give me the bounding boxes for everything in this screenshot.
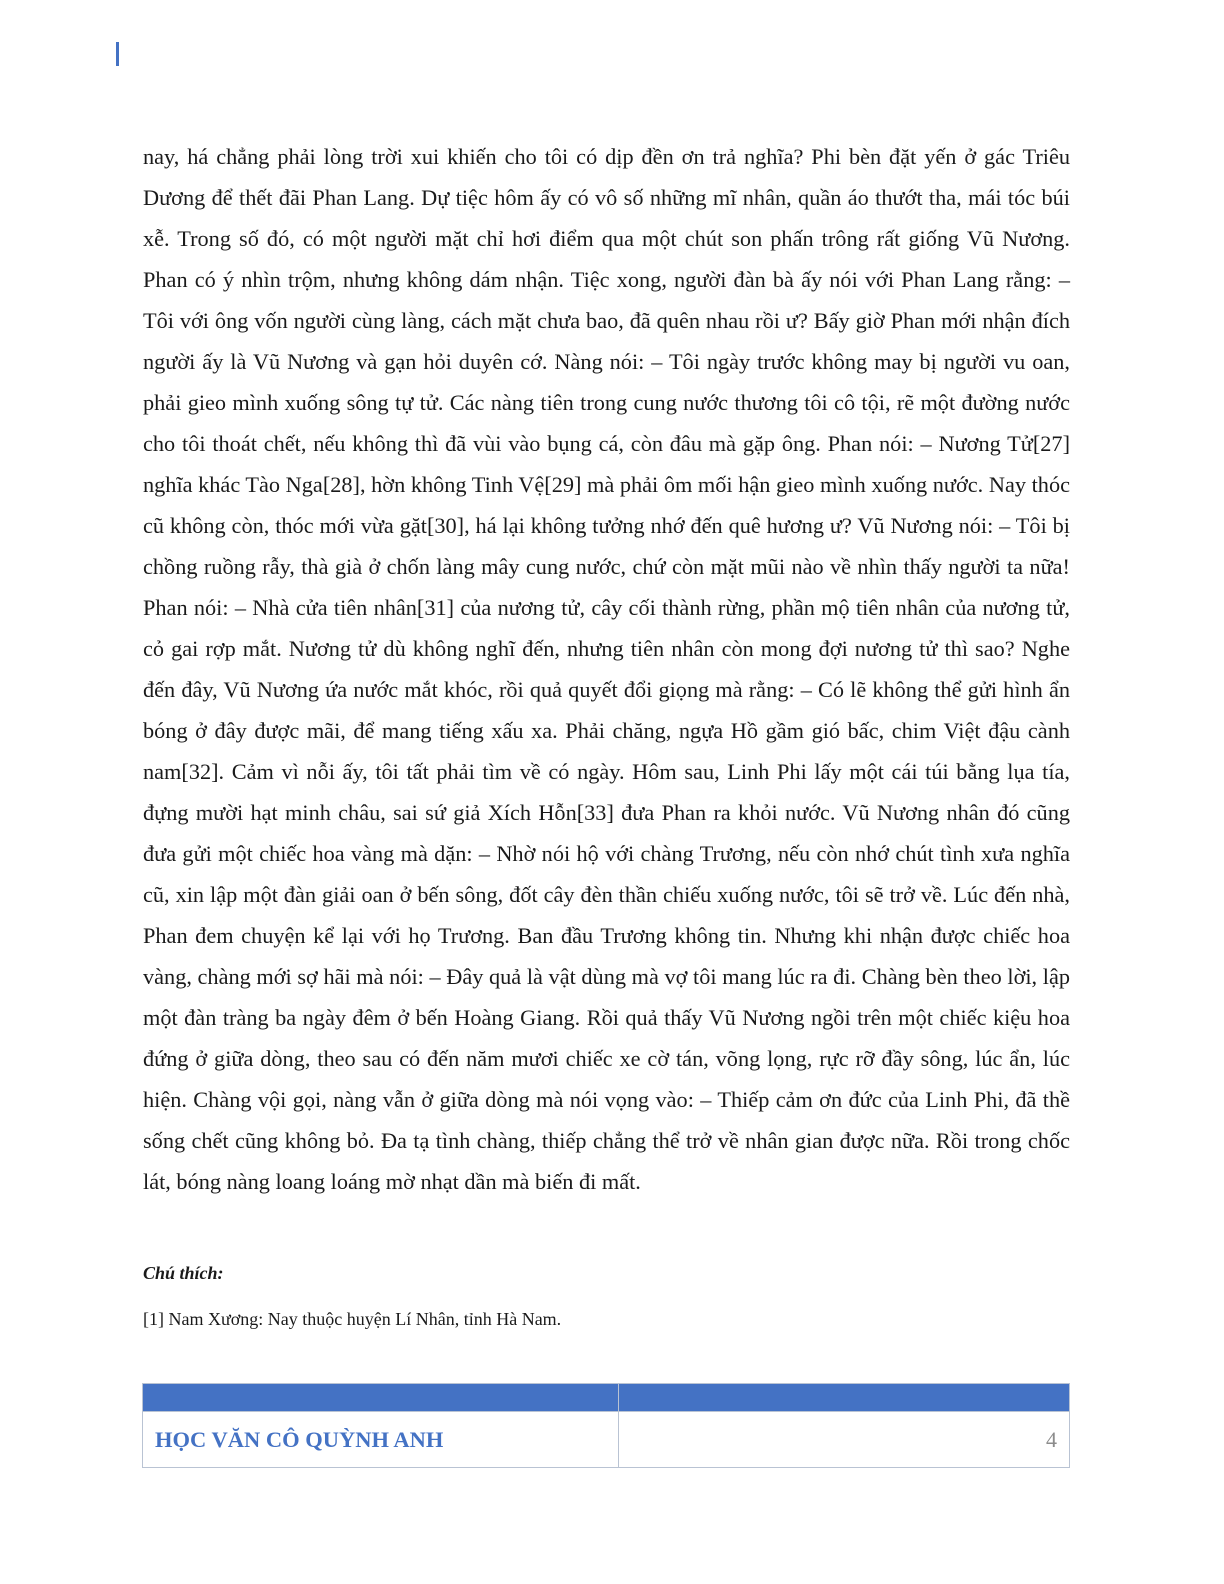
story-paragraph: nay, há chẳng phải lòng trời xui khiến cho tôi có dịp đền ơn trả nghĩa? Phi bèn đặt yến ở gác Triêu Dương để thết đãi Phan Lang. Dự tiệc hôm ấy có vô số những mĩ nhân, quần áo thướt tha, mái tóc búi xễ. Trong số đó, có một người mặt chỉ hơi điểm qua một chút son phấn trông rất giống Vũ Nương. Phan có ý nhìn trộm, nhưng không dám nhận. Tiệc xong, người đàn bà ấy nói với Phan Lang rằng: – Tôi với ông vốn người cùng làng, cách mặt chưa bao, đã quên nhau rồi ư? Bấy giờ Phan mới nhận đích người ấy là Vũ Nương và gạn hỏi duyên cớ. Nàng nói: – Tôi ngày trước không may bị người vu oan, phải gieo mình xuống sông tự tử. Các nàng tiên trong cung nước thương tôi cô tội, rẽ một đường nước cho tôi thoát chết, nếu không thì đã vùi vào bụng cá, còn đâu mà gặp ông. Phan nói: – Nương Tử[27] nghĩa khác Tào Nga[28], hờn không Tinh Vệ[29] mà phải ôm mối hận gieo mình xuống nước. Nay thóc cũ không còn, thóc mới vừa gặt[30], há lại không tưởng nhớ đến quê hương ư? Vũ Nương nói: – Tôi bị chồng ruồng rẫy, thà già ở chốn làng mây cung nước, chứ còn mặt mũi nào về nhìn thấy người ta nữa! Phan nói: – Nhà cửa tiên nhân[31] của nương tử, cây cối thành rừng, phần mộ tiên nhân của nương tử, cỏ gai rợp mắt. Nương tử dù không nghĩ đến, nhưng tiên nhân còn mong đợi nương tử thì sao? Nghe đến đây, Vũ Nương ứa nước mắt khóc, rồi quả quyết đổi giọng mà rằng: – Có lẽ không thể gửi hình ẩn bóng ở đây được mãi, để mang tiếng xấu xa. Phải chăng, ngựa Hồ gầm gió bấc, chim Việt đậu cành nam[32]. Cảm vì nỗi ấy, tôi tất phải tìm về có ngày. Hôm sau, Linh Phi lấy một cái túi bằng lụa tía, đựng mười hạt minh châu, sai sứ giả Xích Hỗn[33] đưa Phan ra khỏi nước. Vũ Nương nhân đó cũng đưa gửi một chiếc hoa vàng mà dặn: – Nhờ nói hộ với chàng Trương, nếu còn nhớ chút tình xưa nghĩa cũ, xin lập một đàn giải oan ở bến sông, đốt cây đèn thần chiếu xuống nước, tôi sẽ trở về. Lúc đến nhà, Phan đem chuyện kể lại với họ Trương. Ban đầu Trương không tin. Nhưng khi nhận được chiếc hoa vàng, chàng mới sợ hãi mà nói: – Đây quả là vật dùng mà vợ tôi mang lúc ra đi. Chàng bèn theo lời, lập một đàn tràng ba ngày đêm ở bến Hoàng Giang. Rồi quả thấy Vũ Nương ngồi trên một chiếc kiệu hoa đứng ở giữa dòng, theo sau có đến năm mươi chiếc xe cờ tán, võng lọng, rực rỡ đầy sông, lúc ẩn, lúc hiện. Chàng vội gọi, nàng vẫn ở giữa dòng mà nói vọng vào: – Thiếp cảm ơn đức của Linh Phi, đã thề sống chết cũng không bỏ. Đa tạ tình chàng, thiếp chẳng thể trở về nhân gian được nữa. Rồi trong chốc lát, bóng nàng loang loáng mờ nhạt dần mà biến đi mất. (143, 144, 1070, 1194)
footer-band-right (619, 1384, 1070, 1412)
footer-brand-text: HỌC VĂN CÔ QUỲNH ANH (143, 1412, 619, 1468)
page-footer (142, 1383, 1070, 1468)
footer-color-band (143, 1384, 1070, 1412)
notes-heading: Chú thích: (143, 1263, 224, 1283)
footnote-item: [1] Nam Xương: Nay thuộc huyện Lí Nhân, tỉnh Hà Nam. (143, 1309, 562, 1329)
page-number: 4 (619, 1412, 1070, 1468)
footer-band-left (143, 1384, 619, 1412)
footer-content-row (143, 1412, 1070, 1468)
header-cursor-mark (116, 42, 119, 66)
